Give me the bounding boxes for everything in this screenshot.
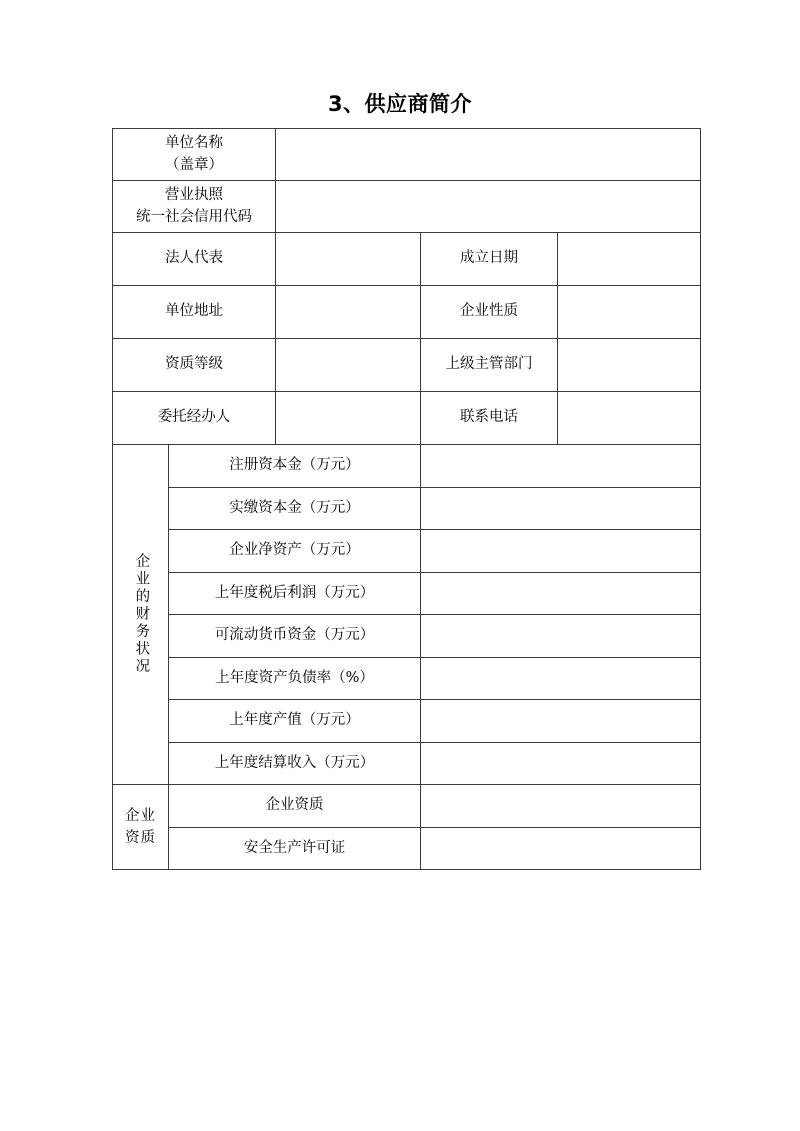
table-row-authorized-agent: [113, 392, 701, 445]
table-row-paid-in-capital: [113, 487, 701, 530]
label-unit-name-line1: 单位名称: [165, 134, 223, 151]
field-paid-in-capital[interactable]: [421, 487, 701, 530]
table-row-business-license: [113, 181, 701, 233]
field-safety-production-license[interactable]: [421, 827, 701, 870]
field-contact-phone[interactable]: [558, 392, 701, 445]
section-label-financial-status-text: 企业的财务状况: [133, 553, 150, 676]
field-settlement-income[interactable]: [421, 742, 701, 785]
field-enterprise-nature[interactable]: [558, 286, 701, 339]
label-output-value: 上年度产值（万元）: [169, 700, 421, 743]
table-row-enterprise-qualification: [113, 785, 701, 828]
table-row-legal-representative: [113, 233, 701, 286]
table-row-registered-capital: [113, 445, 701, 488]
section-label-enterprise-qualification-line1: 企业: [125, 807, 156, 824]
label-authorized-agent: 委托经办人: [113, 392, 276, 445]
label-liquid-funds: 可流动货币资金（万元）: [169, 615, 421, 658]
page-title: 3、供应商简介: [327, 92, 473, 116]
label-establish-date: 成立日期: [421, 233, 558, 286]
label-enterprise-qualification: 企业资质: [169, 785, 421, 828]
label-business-license-line2: 统一社会信用代码: [136, 208, 252, 225]
table-row-net-assets: [113, 530, 701, 573]
field-output-value[interactable]: [421, 700, 701, 743]
table-row-safety-production-license: [113, 827, 701, 870]
field-debt-ratio[interactable]: [421, 657, 701, 700]
label-registered-capital: 注册资本金（万元）: [169, 445, 421, 488]
table-row-unit-address: [113, 286, 701, 339]
field-unit-name[interactable]: [276, 129, 701, 181]
label-unit-name: [113, 129, 276, 181]
table-row-settlement-income: [113, 742, 701, 785]
label-debt-ratio: 上年度资产负债率（%）: [169, 657, 421, 700]
field-supervising-department[interactable]: [558, 339, 701, 392]
label-qualification-grade: 资质等级: [113, 339, 276, 392]
field-liquid-funds[interactable]: [421, 615, 701, 658]
label-after-tax-profit: 上年度税后利润（万元）: [169, 572, 421, 615]
table-row-unit-name: [113, 129, 701, 181]
table-row-debt-ratio: [113, 657, 701, 700]
field-qualification-grade[interactable]: [276, 339, 421, 392]
field-establish-date[interactable]: [558, 233, 701, 286]
field-registered-capital[interactable]: [421, 445, 701, 488]
field-legal-representative[interactable]: [276, 233, 421, 286]
label-unit-address: 单位地址: [113, 286, 276, 339]
field-authorized-agent[interactable]: [276, 392, 421, 445]
section-label-enterprise-qualification: [113, 785, 169, 870]
label-business-license: [113, 181, 276, 233]
supplier-profile-table: [112, 128, 701, 870]
field-net-assets[interactable]: [421, 530, 701, 573]
label-net-assets: 企业净资产（万元）: [169, 530, 421, 573]
label-contact-phone: 联系电话: [421, 392, 558, 445]
field-enterprise-qualification[interactable]: [421, 785, 701, 828]
table-row-liquid-funds: [113, 615, 701, 658]
label-supervising-department: 上级主管部门: [421, 339, 558, 392]
label-settlement-income: 上年度结算收入（万元）: [169, 742, 421, 785]
section-label-enterprise-qualification-line2: 资质: [125, 830, 156, 846]
table-row-after-tax-profit: [113, 572, 701, 615]
label-safety-production-license: 安全生产许可证: [169, 827, 421, 870]
field-business-license[interactable]: [276, 181, 701, 233]
label-enterprise-nature: 企业性质: [421, 286, 558, 339]
section-label-financial-status: [113, 445, 169, 785]
table-row-output-value: [113, 700, 701, 743]
field-after-tax-profit[interactable]: [421, 572, 701, 615]
label-business-license-line1: 营业执照: [165, 186, 223, 203]
label-paid-in-capital: 实缴资本金（万元）: [169, 487, 421, 530]
table-row-qualification-grade: [113, 339, 701, 392]
field-unit-address[interactable]: [276, 286, 421, 339]
label-unit-name-line2: （盖章）: [165, 156, 223, 173]
label-legal-representative: 法人代表: [113, 233, 276, 286]
